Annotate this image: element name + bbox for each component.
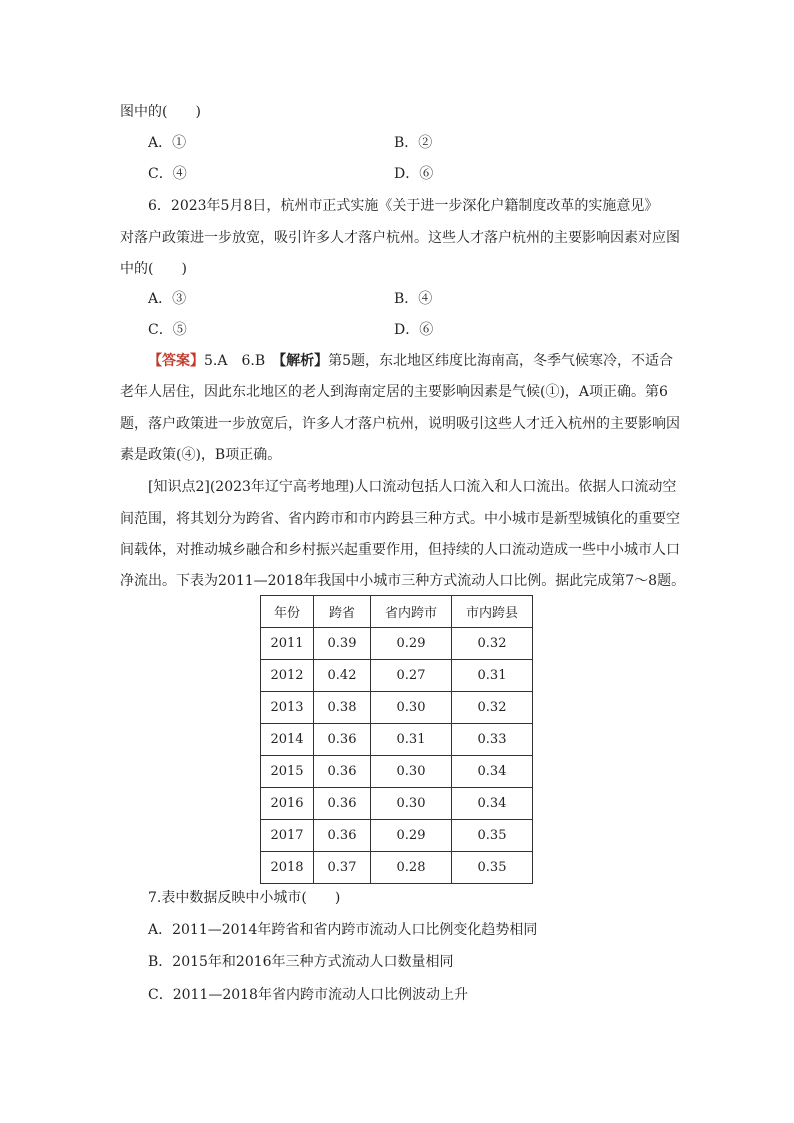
table-cell: 2011 xyxy=(261,628,314,660)
table-row xyxy=(261,660,533,692)
table-cell: 0.36 xyxy=(314,756,371,788)
table-cell: 0.32 xyxy=(452,628,533,660)
table-cell: 0.42 xyxy=(314,660,371,692)
table-cell: 0.34 xyxy=(452,788,533,820)
table-row xyxy=(261,852,533,884)
answer-line-1 xyxy=(148,351,673,371)
answer-value: 5.A 6.B xyxy=(204,353,280,369)
q6-stem-line-2: 对落户政策进一步放宽，吸引许多人才落户杭州。这些人才落户杭州的主要影响因素对应图 xyxy=(120,230,680,246)
table-cell: 0.27 xyxy=(371,660,452,692)
table-cell: 2012 xyxy=(261,660,314,692)
analysis-tag: 【解析】 xyxy=(279,353,329,369)
table-cell: 0.36 xyxy=(314,724,371,756)
table-cell: 0.38 xyxy=(314,692,371,724)
table-cell: 0.31 xyxy=(452,660,533,692)
table-cell: 0.36 xyxy=(314,820,371,852)
q5-stem: 图中的( ) xyxy=(120,104,201,120)
table-cell: 0.36 xyxy=(314,788,371,820)
answer-tag: 【答案】 xyxy=(148,353,204,369)
table-cell: 2018 xyxy=(261,852,314,884)
header-cross-county: 市内跨县 xyxy=(452,596,533,628)
table-row xyxy=(261,692,533,724)
q6-option-a: A．③ xyxy=(148,291,187,307)
table-cell: 0.35 xyxy=(452,820,533,852)
q7-option-b: B．2015年和2016年三种方式流动人口数量相同 xyxy=(148,954,454,970)
knowledge-line-1: [知识点2](2023年辽宁高考地理)人口流动包括人口流入和人口流出。依据人口流动空 xyxy=(148,479,677,495)
table-cell: 0.30 xyxy=(371,692,452,724)
q7-option-c: C．2011—2018年省内跨市流动人口比例波动上升 xyxy=(148,987,468,1003)
table-cell: 0.29 xyxy=(371,628,452,660)
analysis-line-2: 老年人居住，因此东北地区的老人到海南定居的主要影响因素是气候(①)，A项正确。第6 xyxy=(120,384,668,400)
q6-option-d: D．⑥ xyxy=(394,322,434,338)
table-cell: 0.31 xyxy=(371,724,452,756)
table-row xyxy=(261,788,533,820)
knowledge-line-2: 间范围，将其划分为跨省、省内跨市和市内跨县三种方式。中小城市是新型城镇化的重要空 xyxy=(120,511,680,527)
q7-option-a: A．2011—2014年跨省和省内跨市流动人口比例变化趋势相同 xyxy=(148,922,538,938)
header-cross-city: 省内跨市 xyxy=(371,596,452,628)
migration-ratio-table xyxy=(260,595,533,884)
q6-option-b: B．④ xyxy=(394,291,433,307)
q5-option-a: A．① xyxy=(148,135,187,151)
table-row xyxy=(261,724,533,756)
analysis-line-4: 素是政策(④)，B项正确。 xyxy=(120,447,282,463)
table-cell: 0.33 xyxy=(452,724,533,756)
knowledge-line-3: 间载体，对推动城乡融合和乡村振兴起重要作用，但持续的人口流动造成一些中小城市人口 xyxy=(120,542,680,558)
table-cell: 0.29 xyxy=(371,820,452,852)
table-cell: 0.30 xyxy=(371,756,452,788)
table-cell: 0.35 xyxy=(452,852,533,884)
table-cell: 0.37 xyxy=(314,852,371,884)
table-cell: 2015 xyxy=(261,756,314,788)
table-cell: 0.30 xyxy=(371,788,452,820)
q6-stem-line-1: 6．2023年5月8日，杭州市正式实施《关于进一步深化户籍制度改革的实施意见》 xyxy=(148,198,659,214)
table-cell: 2013 xyxy=(261,692,314,724)
q5-option-c: C．④ xyxy=(148,166,187,182)
table-cell: 0.39 xyxy=(314,628,371,660)
table-cell: 2014 xyxy=(261,724,314,756)
table-header-row xyxy=(261,596,533,628)
header-cross-province: 跨省 xyxy=(314,596,371,628)
table-row xyxy=(261,756,533,788)
analysis-text-start: 第5题，东北地区纬度比海南高，冬季气候寒冷，不适合 xyxy=(328,353,674,369)
knowledge-line-4: 净流出。下表为2011—2018年我国中小城市三种方式流动人口比例。据此完成第7～8题。 xyxy=(120,573,686,589)
q5-option-d: D．⑥ xyxy=(394,166,434,182)
analysis-line-3: 题，落户政策进一步放宽后，许多人才落户杭州，说明吸引这些人才迁入杭州的主要影响因 xyxy=(120,416,680,432)
header-year: 年份 xyxy=(261,596,314,628)
q6-option-c: C．⑤ xyxy=(148,322,187,338)
table-cell: 0.34 xyxy=(452,756,533,788)
table-row xyxy=(261,820,533,852)
q7-stem: 7.表中数据反映中小城市( ) xyxy=(148,890,341,906)
table-cell: 2016 xyxy=(261,788,314,820)
q6-stem-line-3: 中的( ) xyxy=(120,261,187,277)
table-cell: 0.28 xyxy=(371,852,452,884)
table-cell: 0.32 xyxy=(452,692,533,724)
table-row xyxy=(261,628,533,660)
q5-option-b: B．② xyxy=(394,135,433,151)
table-cell: 2017 xyxy=(261,820,314,852)
